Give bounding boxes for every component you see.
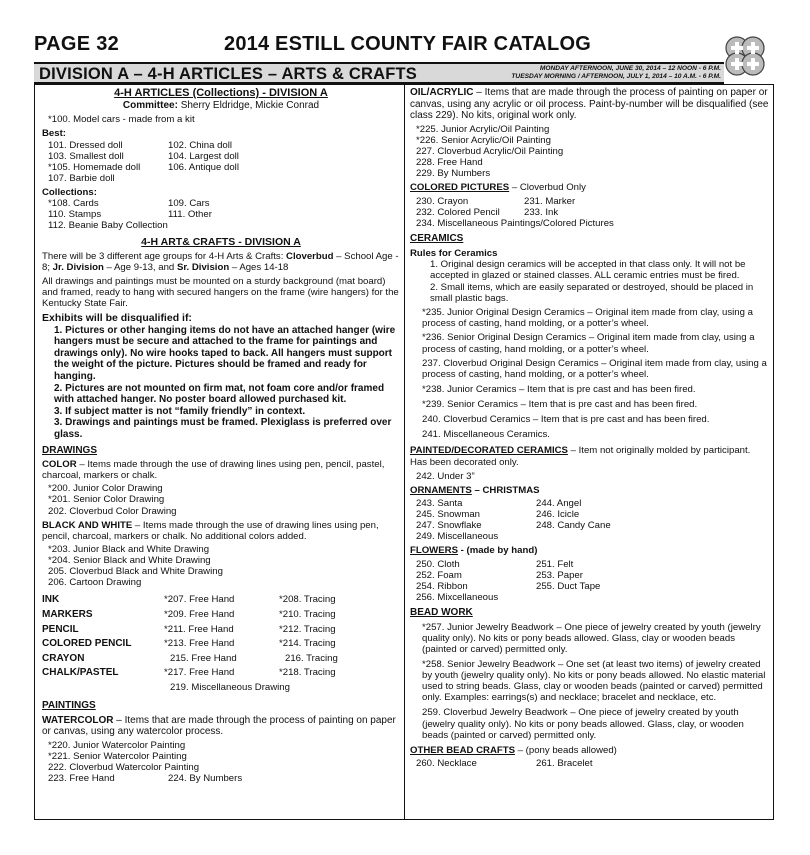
list-row [410,758,770,769]
list-item: *221. Senior Watercolor Painting [48,751,187,763]
other-bead-text: – (pony beads allowed) [515,744,617,756]
list-row [410,207,770,218]
watercolor-description [42,715,400,738]
list-row [410,196,770,207]
division-dates [511,65,721,81]
media-cell: 219. Miscellaneous Drawing [170,682,290,694]
list-item: 251. Felt [536,558,574,570]
list-item: 223. Free Hand [48,773,115,785]
colored-pictures-text: – Cloverbud Only [509,182,586,194]
ceramics-item: *238. Junior Ceramics – Item that is pre cast and has been fired. [422,383,696,395]
bw-description [42,520,400,542]
section-title: 4-H ART& CRAFTS - DIVISION A [141,235,301,248]
mounting-text: All drawings and paintings must be mounted on a sturdy background (mat board) and framed, ready to hang with secured hangers on the frame (wire hangers) for the Kentucky State Fair. [42,276,399,310]
list-item: 253. Paper [536,569,583,581]
media-cell: *211. Free Hand [164,623,234,635]
text-run: Cloverbud [286,250,334,262]
list-item: 222. Cloverbud Watercolor Painting [48,762,200,774]
list-item: 112. Beanie Baby Collection [48,220,168,232]
bw-label: BLACK AND WHITE [42,519,133,531]
collections-label: Collections: [42,187,97,199]
painted-ceramics-label: PAINTED/DECORATED CERAMICS [410,445,568,457]
media-name: MARKERS [42,609,93,621]
list-item: 246. Icicle [536,509,580,520]
media-name: INK [42,594,60,606]
watercolor-text: – Items that are made through the process of painting on paper or canvas, using any watercolor process. [42,714,396,738]
list-row [410,570,770,581]
list-item: 205. Cloverbud Black and White Drawing [48,566,223,578]
column-divider [404,85,405,819]
page-header [34,33,770,59]
ceramics-item: *239. Senior Ceramics – Item that is pre cast and has been fired. [422,399,698,410]
list-item: 245. Snowman [416,509,480,520]
list-item: *220. Junior Watercolor Painting [48,739,186,751]
media-cell: *207. Free Hand [164,594,235,606]
ceramics-heading: CERAMICS [410,232,464,244]
text-run: – Age 9-13, and [103,261,177,273]
flowers-text: - (made by hand) [457,545,538,557]
list-row [42,173,400,184]
color-description [42,459,400,481]
list-row [42,162,400,173]
list-item: 111. Other [168,209,212,221]
ceramics-item: *235. Junior Original Design Ceramics – Original item made from clay, using a process of casting, hand molding, or a potter’s wheel. [422,307,753,330]
list-row [410,531,770,542]
4h-clover-icon [720,31,770,81]
ceramics-item: 241. Miscellaneous Ceramics. [422,429,550,441]
ceramics-item: 237. Cloverbud Original Design Ceramics – Original item made from clay, using a process of casting, hand molding, or a potter’s wheel. [422,357,767,380]
committee-label: Committee: [122,99,178,111]
list-item: 227. Cloverbud Acrylic/Oil Painting [416,146,564,158]
ceramics-rules [410,259,770,305]
list-item: 247. Snowflake [416,520,482,532]
oil-description [410,87,770,122]
list-item: *226. Senior Acrylic/Oil Painting [416,134,551,146]
list-item: 228. Free Hand [416,157,483,169]
list-item: 233. Ink [524,206,559,218]
age-groups-text [42,251,400,273]
ornaments-heading [410,485,770,496]
media-cell: *210. Tracing [279,609,336,621]
list-item: 254. Ribbon [416,580,468,592]
list-item: *105. Homemade doll [48,161,141,173]
list-item: *204. Senior Black and White Drawing [48,555,211,567]
media-name: PENCIL [42,623,79,635]
list-item: 206. Cartoon Drawing [48,577,142,589]
list-item: 234. Miscellaneous Paintings/Colored Pictures [416,217,614,229]
list-item: 104. Largest doll [168,150,239,162]
committee-names: Sherry Eldridge, Mickie Conrad [180,99,320,111]
list-row [42,209,400,220]
media-cell: *209. Free Hand [164,609,235,621]
disqualify-rules [42,325,400,441]
list-item: 202. Cloverbud Color Drawing [48,505,177,517]
oil-label: OIL/ACRYLIC [410,87,474,98]
list-item: *100. Model cars - made from a kit [48,114,195,126]
catalog-title: 2014 ESTILL COUNTY FAIR CATALOG [224,33,591,55]
rules-label: Rules for Ceramics [410,247,498,259]
list-item: 244. Angel [536,497,582,509]
division-bar [34,62,724,84]
media-cell [279,682,400,693]
best-label: Best: [42,128,66,140]
ornaments-label: ORNAMENTS [410,484,472,496]
list-item: 101. Dressed doll [48,139,123,151]
list-item: 250. Cloth [416,558,460,570]
painted-ceramics-description [410,445,770,467]
color-label: COLOR [42,459,77,471]
media-cell: 215. Free Hand [170,652,237,664]
list-item: 106. Antique doll [168,161,239,173]
committee-line [42,100,400,112]
list-row [42,198,400,209]
text-run: There will be 3 different age groups for 4-H Arts & Crafts: [42,250,287,262]
media-table [42,594,400,693]
bead-work-heading: BEAD WORK [410,607,473,618]
list-item: 248. Candy Cane [536,520,611,532]
list-item: 230. Crayon [416,195,469,207]
rule-item: 1. Pictures or other hanging items do not have an attached hanger (wire hangers must be secure and attached to the frame for paintings and drawings only). No wire hooks taped to back. All hangers must support the weight of the picture. Pictures should be framed and ready for hanging. [54,324,396,382]
bead-item: 259. Cloverbud Jewelry Beadwork – One piece of jewelry created by youth (jewelry quality only). No kits or pony beads allowed. Glass, clay, or wooden beads (painted or carved) permitted only. [422,707,744,741]
media-name [42,682,164,693]
bead-item: *257. Junior Jewelry Beadwork – One piece of jewelry created by youth (jewelry quality only). No kits or pony beads allowed. Glass, clay or wooden beads (painted or carved) permitted only. [422,621,761,655]
media-cell: 216. Tracing [285,652,338,664]
list-item: 224. By Numbers [168,773,243,785]
media-cell: *208. Tracing [279,594,336,606]
left-column [42,87,400,784]
right-column [410,87,770,769]
painted-ceramics-text: – Item not originally molded by participant. Has been decorated only. [410,445,751,468]
rule-item: 1. Original design ceramics will be accepted in that class only. It will not be accepted in glazed or stained classes. ALL ceramic entries must be fired. [430,258,746,281]
list-item: 256. Mixcellaneous [416,591,499,603]
other-bead-heading [410,745,770,756]
ceramics-item: *236. Senior Original Design Ceramics – Original item made from clay, using a process of casting, hand molding, or a potter’s wheel. [422,332,755,355]
media-cell: *217. Free Hand [164,667,235,679]
list-item: 232. Colored Pencil [416,206,500,218]
list-item: *201. Senior Color Drawing [48,494,165,506]
list-row [410,509,770,520]
list-row [42,151,400,162]
list-item: 110. Stamps [48,209,102,221]
media-cell: *212. Tracing [279,623,336,635]
list-row [410,559,770,570]
list-item: 103. Smallest doll [48,150,124,162]
media-name: CRAYON [42,652,85,664]
list-item: 242. Under 3” [416,470,475,482]
watercolor-label: WATERCOLOR [42,714,114,726]
list-item: 260. Necklace [416,757,477,769]
date-line: MONDAY AFTERNOON, JUNE 30, 2014 – 12 NOON - 6 P.M. [539,65,721,72]
colored-pictures-description [410,182,770,193]
rule-item: 2. Small items, which are easily separated or destroyed, should be placed in small plastic bags. [430,281,754,304]
list-row [410,498,770,509]
list-item: *225. Junior Acrylic/Oil Painting [416,123,550,135]
rule-item: 2. Pictures are not mounted on firm mat, not foam core and/or framed with attached hanger. No poster board allowed purchased kit. [54,382,385,406]
text-run: – School Age - 8; [42,250,399,273]
color-text: – Items made through the use of drawing lines using pen, pencil, pastel, charcoal, markers or chalk. [42,459,385,482]
content-frame [34,84,774,820]
drawings-heading: DRAWINGS [42,444,97,456]
disqualified-label: Exhibits will be disqualified if: [42,312,192,325]
bw-text: – Items made through the use of drawing lines using pen, pencil, charcoal, markers or chalk. No additional colors added. [42,519,379,542]
list-item: 102. China doll [168,139,233,151]
colored-pictures-label: COLORED PICTURES [410,182,510,194]
division-title: DIVISION A – 4-H ARTICLES – ARTS & CRAFTS [39,65,417,83]
list-item: 109. Cars [168,198,210,210]
list-row [410,520,770,531]
list-row [42,140,400,151]
media-name: CHALK/PASTEL [42,667,119,679]
date-line: TUESDAY MORNING / AFTERNOON, JULY 1, 2014 – 10 A.M. - 6 P.M. [511,72,721,80]
list-item: *108. Cards [48,198,99,210]
other-bead-label: OTHER BEAD CRAFTS [410,744,515,756]
paintings-heading: PAINTINGS [42,700,96,712]
text-run: Sr. Division [176,261,230,273]
ceramics-item: 240. Cloverbud Ceramics – Item that is pre cast and has been fired. [422,414,710,426]
list-row [410,592,770,603]
media-name: COLORED PENCIL [42,638,132,650]
flowers-label: FLOWERS [410,545,458,557]
list-row [410,581,770,592]
list-item: 229. By Numbers [416,168,491,180]
media-cell: *214. Tracing [279,638,336,650]
list-item: 243. Santa [416,497,463,509]
rule-item: 3. If subject matter is not “family friendly” in context. [54,405,306,417]
bead-item: *258. Senior Jewelry Beadwork – One set (at least two items) of jewelry created by youth (jewelry quality only). No kits or pony beads allowed. No elastic material used to string beads. Glass, clay or wooden beads (painted or carved) permitted only. Examples: earrings(s) and necklace; bracelet and necklace, etc. [422,658,766,704]
list-row [42,220,400,231]
list-item: *200. Junior Color Drawing [48,483,163,495]
list-item: 255. Duct Tape [536,580,601,592]
page-number: PAGE 32 [34,33,120,55]
list-item: 261. Bracelet [536,757,593,769]
list-item: 249. Miscellaneous [416,531,499,543]
ornaments-text: – CHRISTMAS [471,484,540,496]
list-row [42,773,400,784]
oil-text: – Items that are made through the process of painting on paper or canvas, using any acrylic or oil process. Paint-by-number will be disqualified (see class 229). No kits, original work only. [410,87,769,122]
text-run: Jr. Division [52,261,104,273]
text-run: – Ages 14-18 [229,261,289,273]
list-item: *203. Junior Black and White Drawing [48,543,210,555]
media-cell: *218. Tracing [279,667,336,679]
media-cell: *213. Free Hand [164,638,235,650]
flowers-heading [410,545,770,556]
list-item: 107. Barbie doll [48,172,115,184]
list-item: 252. Foam [416,569,462,581]
rule-item: 3. Drawings and paintings must be framed. Plexiglass is preferred over glass. [54,417,392,440]
section-title: 4-H ARTICLES (Collections) - DIVISION A [114,87,328,99]
list-item: 231. Marker [524,195,576,207]
